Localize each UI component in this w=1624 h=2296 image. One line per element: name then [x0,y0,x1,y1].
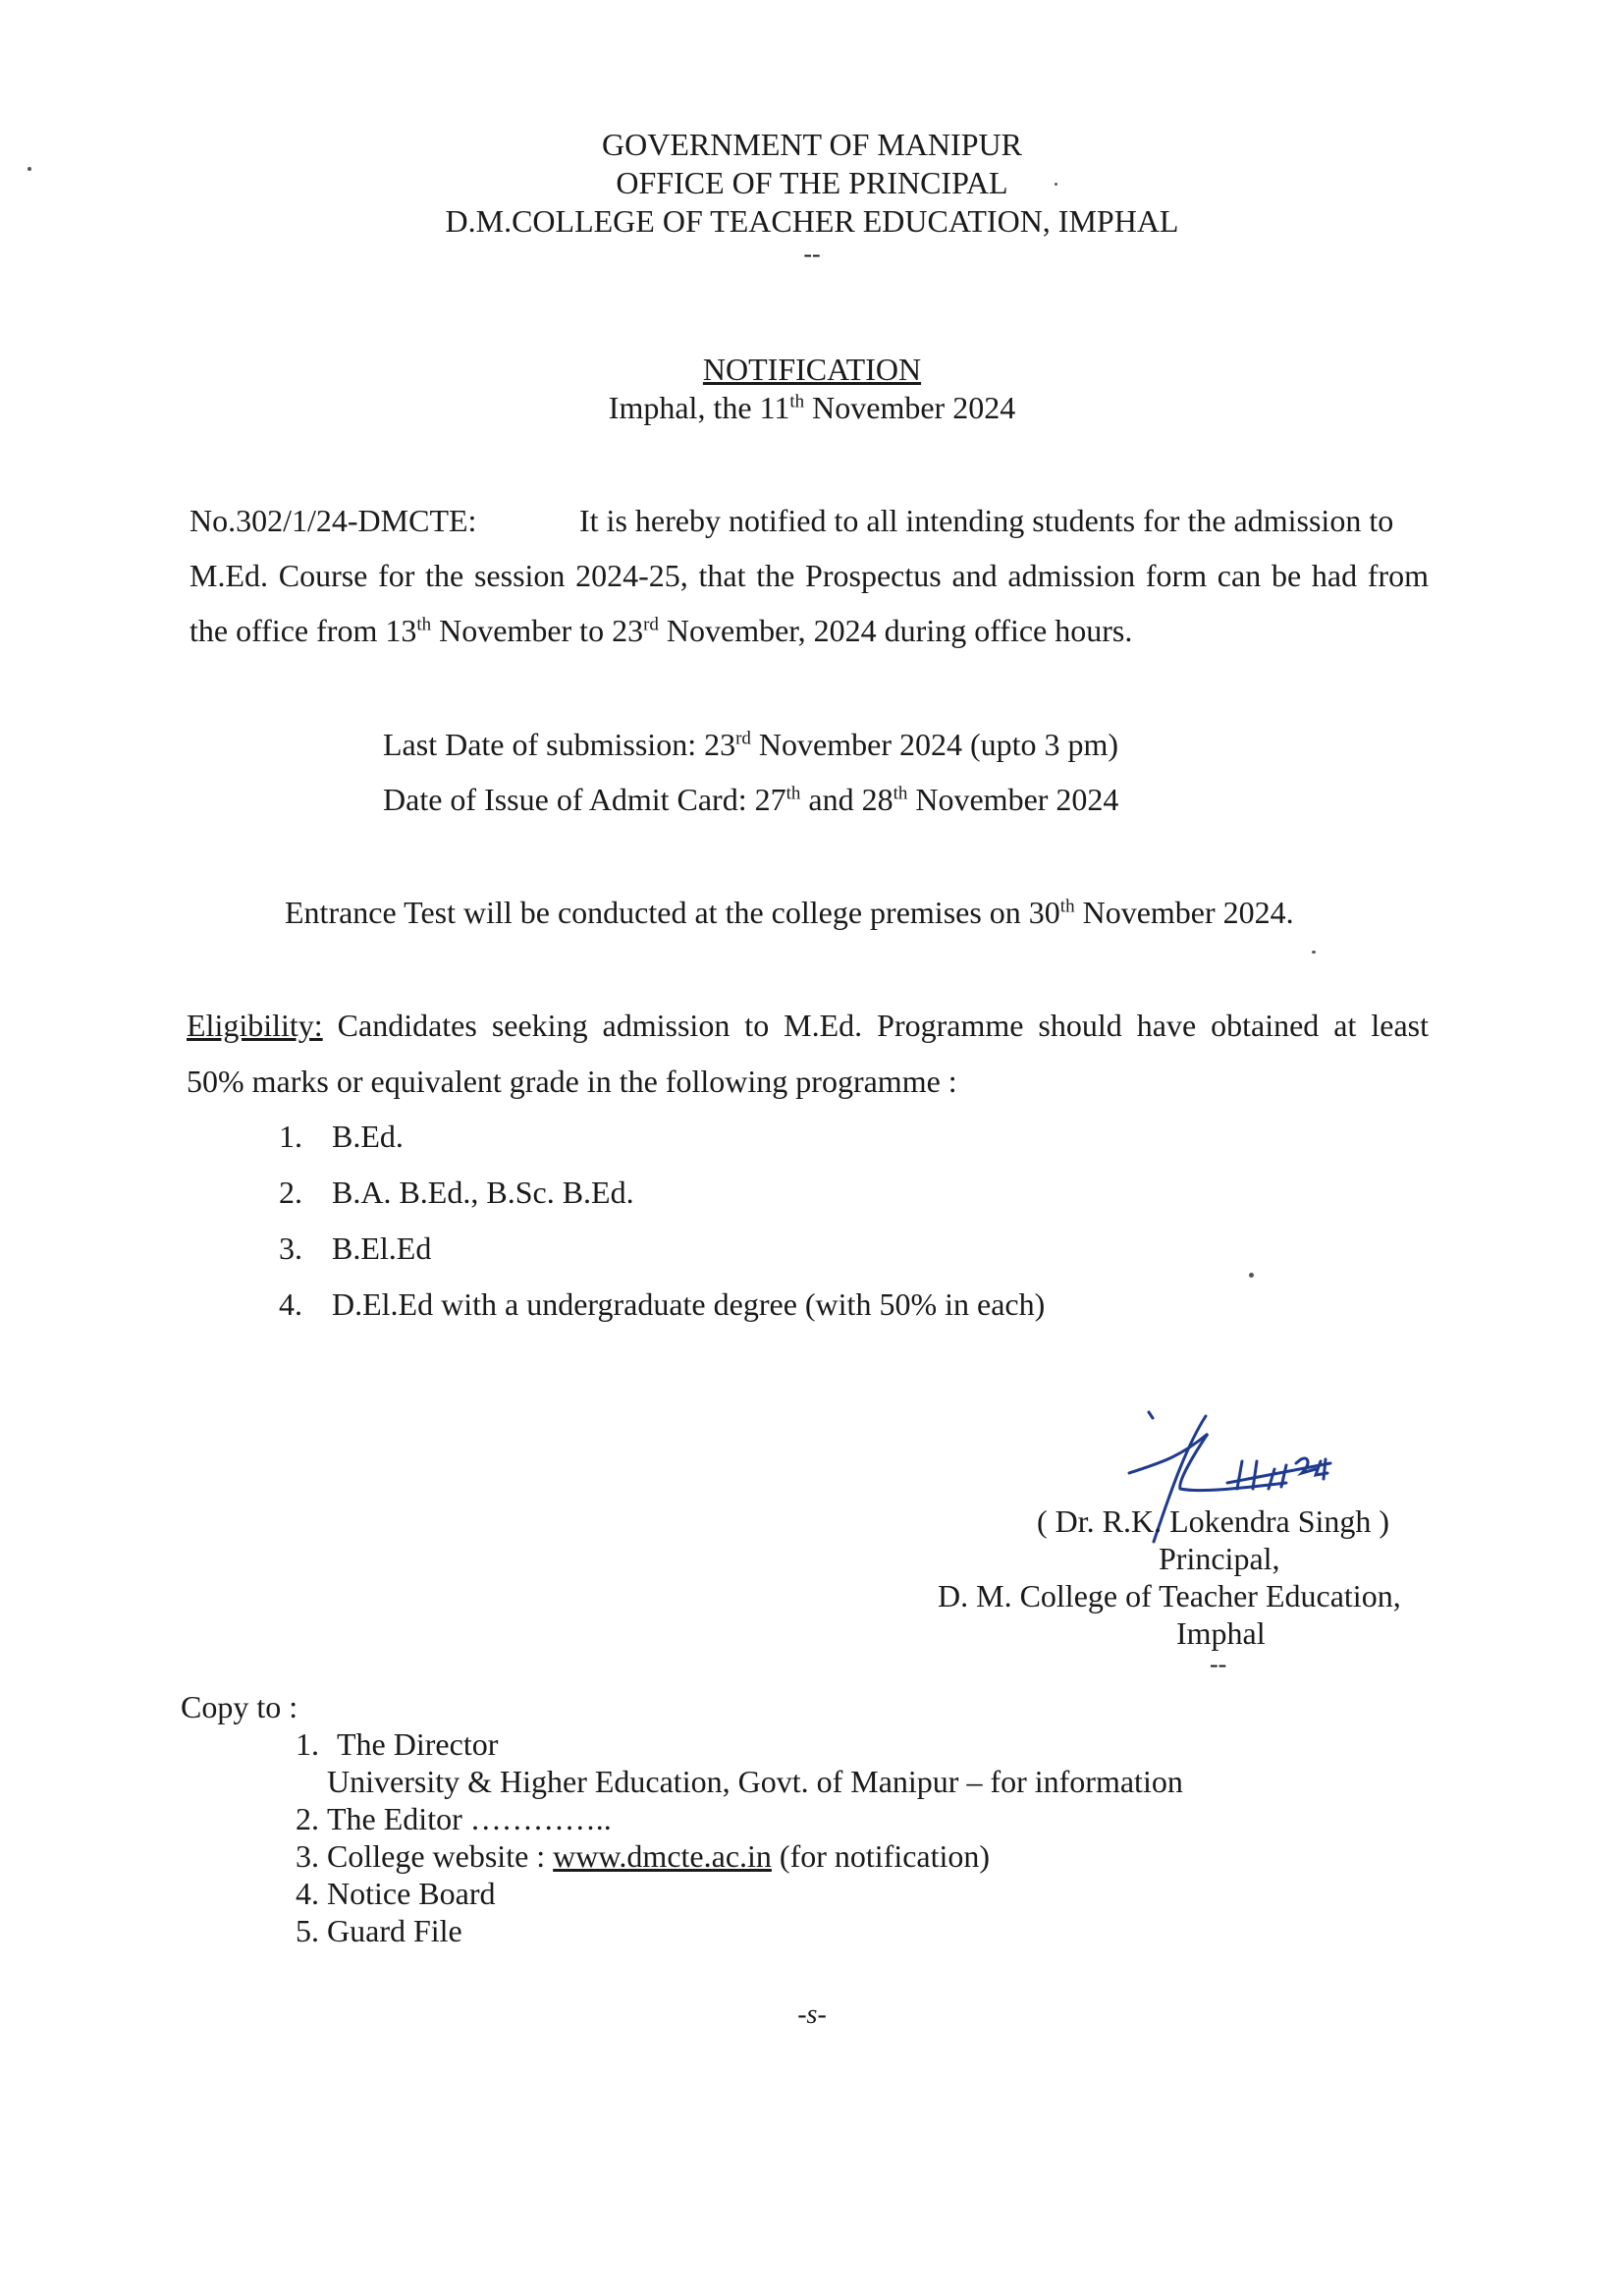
copy-item-number: 2. [296,1801,319,1836]
admit-b: and 28 [800,782,893,817]
copy-item-text [327,1838,990,1875]
submission-date [383,727,1118,763]
submission-b: November 2024 (upto 3 pm) [750,727,1119,762]
copy-to-label: Copy to : [181,1689,298,1724]
list-item-number: 2. [279,1175,302,1210]
eligibility-line-2: 50% marks or equivalent grade in the following programme : [187,1064,957,1099]
date-prefix: Imphal, the 11 [608,390,790,425]
copy-item-text-b: (for notification) [771,1838,991,1874]
body-line-3 [189,613,1132,649]
eligibility-label: Eligibility: [187,1008,323,1043]
header-rule: -- [803,240,821,268]
date-suffix: November 2024 [804,390,1016,425]
eligibility-line-1 [187,1008,1429,1044]
submission-a: Last Date of submission: 23 [383,727,736,762]
header-college: D.M.COLLEGE OF TEACHER EDUCATION, IMPHAL [445,203,1179,239]
admit-sup2: th [893,783,908,804]
scan-speck [1312,951,1316,954]
copy-item-text-a: College website : [327,1838,554,1874]
submission-sup: rd [735,728,751,749]
list-item-text: B.A. B.Ed., B.Sc. B.Ed. [332,1175,634,1210]
notification-date [0,389,1624,426]
body-line-3-sup2: rd [643,614,659,635]
body-line-1: It is hereby notified to all intending students for the admission to [579,503,1394,538]
admit-sup1: th [785,783,801,804]
header-office: OFFICE OF THE PRINCIPAL [616,165,1008,200]
signatory-designation: Principal, [1159,1541,1280,1576]
body-line-3-b: November to 23 [431,613,644,648]
body-line-3-sup1: th [416,614,432,635]
signatory-name: ( Dr. R.K. Lokendra Singh ) [1037,1503,1390,1539]
entrance-b: November 2024. [1074,895,1294,930]
copy-item-text: University & Higher Education, Govt. of Manipur – for information [327,1764,1183,1799]
college-website-link[interactable]: www.dmcte.ac.in [553,1838,772,1874]
entrance-a: Entrance Test will be conducted at the college premises on 30 [285,895,1060,930]
list-item-text: B.El.Ed [332,1230,432,1266]
copy-item-text: Guard File [327,1913,462,1948]
signature-rule: -- [1210,1650,1227,1678]
list-item-text: D.El.Ed with a undergraduate degree (with 50% in each) [332,1286,1046,1322]
notification-title [0,351,1624,388]
header-government: GOVERNMENT OF MANIPUR [602,127,1022,162]
signatory-institution: D. M. College of Teacher Education, [938,1578,1401,1613]
copy-item-number: 1. [296,1726,319,1762]
body-line-3-c: November, 2024 during office hours. [658,613,1133,648]
admit-card-date [383,782,1118,818]
scan-speck [27,167,31,171]
entrance-test [285,895,1294,931]
date-sup: th [789,391,805,412]
entrance-sup: th [1059,896,1075,917]
reference-number: No.302/1/24-DMCTE: [189,503,477,538]
copy-item-number: 4. [296,1876,319,1911]
copy-item-number: 5. [296,1913,319,1948]
copy-item-text: The Director [337,1726,499,1762]
list-item-text: B.Ed. [332,1119,404,1154]
scan-speck [1055,183,1057,186]
list-item-number: 1. [279,1119,302,1154]
admit-a: Date of Issue of Admit Card: 27 [383,782,786,817]
notification-title-text: NOTIFICATION [702,352,922,387]
list-item-number: 4. [279,1286,302,1322]
body-line-2: M.Ed. Course for the session 2024-25, that the Prospectus and admission form can be had from [189,558,1429,593]
signatory-place: Imphal [1176,1615,1266,1651]
admit-c: November 2024 [907,782,1119,817]
copy-item-number: 3. [296,1838,319,1874]
copy-item-text: Notice Board [327,1876,496,1911]
copy-item-text: The Editor ………….. [327,1801,612,1836]
list-item-number: 3. [279,1230,302,1266]
page-footer: -s- [797,1999,827,2030]
eligibility-text: Candidates seeking admission to M.Ed. Programme should have obtained at least [322,1008,1429,1043]
scan-speck [1249,1273,1254,1278]
body-line-3-a: the office from 13 [189,613,417,648]
